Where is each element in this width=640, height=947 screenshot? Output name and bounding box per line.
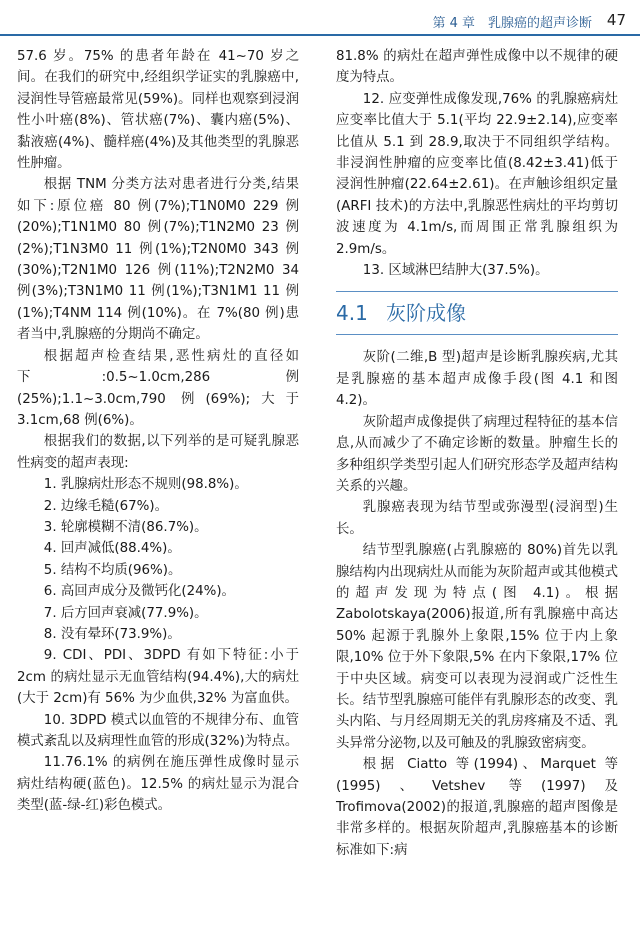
paragraph: 乳腺癌表现为结节型或弥漫型(浸润型)生长。 bbox=[336, 500, 618, 537]
paragraph: 10. 3DPD 模式以血管的不规律分布、血管模式紊乱以及病理性血管的形成(32%)为特点。 bbox=[17, 712, 299, 749]
paragraph: 9. CDI、PDI、3DPD 有如下特征:小于 2cm 的病灶显示无血管结构(94.4%),大的病灶(大于 2cm)有 56% 为少血供,32% 为富血供。 bbox=[17, 648, 299, 707]
header-rule bbox=[0, 34, 640, 36]
list-item: 6. 高回声成分及微钙化(24%)。 bbox=[43, 584, 235, 600]
paragraph: 根据 Ciatto 等(1994)、Marquet 等(1995)、Vetshev 等(1997)及 Trofimova(2002)的报道,乳腺癌的超声图像是非常多样的。根据灰阶超声,乳腺癌基本的诊断标准如下:病 bbox=[336, 757, 618, 858]
left-column bbox=[17, 46, 299, 817]
paragraph: 12. 应变弹性成像发现,76% 的乳腺癌病灶应变率比值大于 5.1(平均 22.9±2.14),应变率比值从 5.1 到 28.9,取决于不同组织学结构。非浸润性肿瘤的应变率比值(8.42±3.41)低于浸润性肿瘤(22.64±2.61)。在声触诊组织定量(ARFI 技术)的方法中,乳腺恶性病灶的平均剪切波速度为 4.1m/s,而周围正常乳腺组织为 2.9m/s。 bbox=[336, 91, 618, 257]
section-heading bbox=[336, 291, 618, 335]
list-item: 7. 后方回声衰减(77.9%)。 bbox=[43, 605, 208, 621]
paragraph: 81.8% 的病灶在超声弹性成像中以不规律的硬度为特点。 bbox=[336, 49, 618, 86]
paragraph: 11.76.1% 的病例在施压弹性成像时显示病灶结构硬(蓝色)。12.5% 的病灶显示为混合类型(蓝-绿-红)彩色模式。 bbox=[17, 755, 299, 814]
list-item: 3. 轮廓模糊不清(86.7%)。 bbox=[43, 519, 208, 535]
section-title: 灰阶成像 bbox=[386, 300, 466, 325]
paragraph: 灰阶(二维,B 型)超声是诊断乳腺疾病,尤其是乳腺癌的基本超声成像手段(图 4.1 和图 4.2)。 bbox=[336, 350, 618, 409]
paragraph: 根据我们的数据,以下列举的是可疑乳腺恶性病变的超声表现: bbox=[17, 434, 299, 471]
paragraph: 13. 区域淋巴结肿大(37.5%)。 bbox=[362, 263, 549, 279]
list-item: 4. 回声减低(88.4%)。 bbox=[43, 541, 181, 557]
paragraph: 结节型乳腺癌(占乳腺癌的 80%)首先以乳腺结构内出现病灶从而能为灰阶超声或其他模式的超声发现为特点(图 4.1)。根据 Zabolotskaya(2006)报道,所有乳腺癌中高达 50% 起源于乳腺外上象限,15% 位于内上象限,10% 位于外下象限,5% 在内下象限,17% 位于中央区域。病变可以表现为浸润或广泛性生长。结节型乳腺癌可能伴有乳腺形态的改变、乳头内陷、与月经周期无关的乳房疼痛及不适、乳头异常分泌物,以及可触及的乳腺致密病变。 bbox=[336, 543, 618, 751]
running-title: 第 4 章 乳腺癌的超声诊断 bbox=[432, 16, 592, 31]
page-header bbox=[0, 0, 640, 42]
paragraph: 根据超声检查结果,恶性病灶的直径如下:0.5~1.0cm,286 例(25%);1.1~3.0cm,790 例(69%);大于 3.1cm,68 例(6%)。 bbox=[17, 348, 299, 428]
list-item: 1. 乳腺病灶形态不规则(98.8%)。 bbox=[43, 477, 248, 493]
list-item: 8. 没有晕环(73.9%)。 bbox=[43, 626, 181, 642]
paragraph: 根据 TNM 分类方法对患者进行分类,结果如下:原位癌 80 例(7%);T1N0M0 229 例(20%);T1N1M0 80 例(7%);T1N2M0 23 例(2%);T1N3M0 11 例(1%);T2N0M0 343 例(30%);T2N1M0 126 例(11%);T2N2M0 34 例(3%);T3N1M0 11 例(1%);T3N1M1 11 例(1%);T4NM 114 例(10%)。在 7%(80 例)患者当中,乳腺癌的分期尚不确定。 bbox=[17, 177, 299, 343]
page-number: 47 bbox=[606, 11, 626, 29]
right-column bbox=[336, 46, 618, 861]
list-item: 2. 边缘毛糙(67%)。 bbox=[43, 498, 168, 514]
list-item: 5. 结构不均质(96%)。 bbox=[43, 562, 182, 578]
paragraph: 灰阶超声成像提供了病理过程特征的基本信息,从而减少了不确定诊断的数量。肿瘤生长的多种组织学类型引起人们研究形态学及超声结构关系的兴趣。 bbox=[336, 414, 618, 494]
section-number: 4.1 bbox=[336, 300, 368, 325]
paragraph: 57.6 岁。75% 的患者年龄在 41~70 岁之间。在我们的研究中,经组织学证实的乳腺癌中,浸润性导管癌最常见(59%)。同样也观察到浸润性小叶癌(8%)、管状癌(7%)、囊内癌(5%)、黏液癌(4%)、髓样癌(4%)及其他类型的乳腺恶性肿瘤。 bbox=[17, 49, 299, 172]
